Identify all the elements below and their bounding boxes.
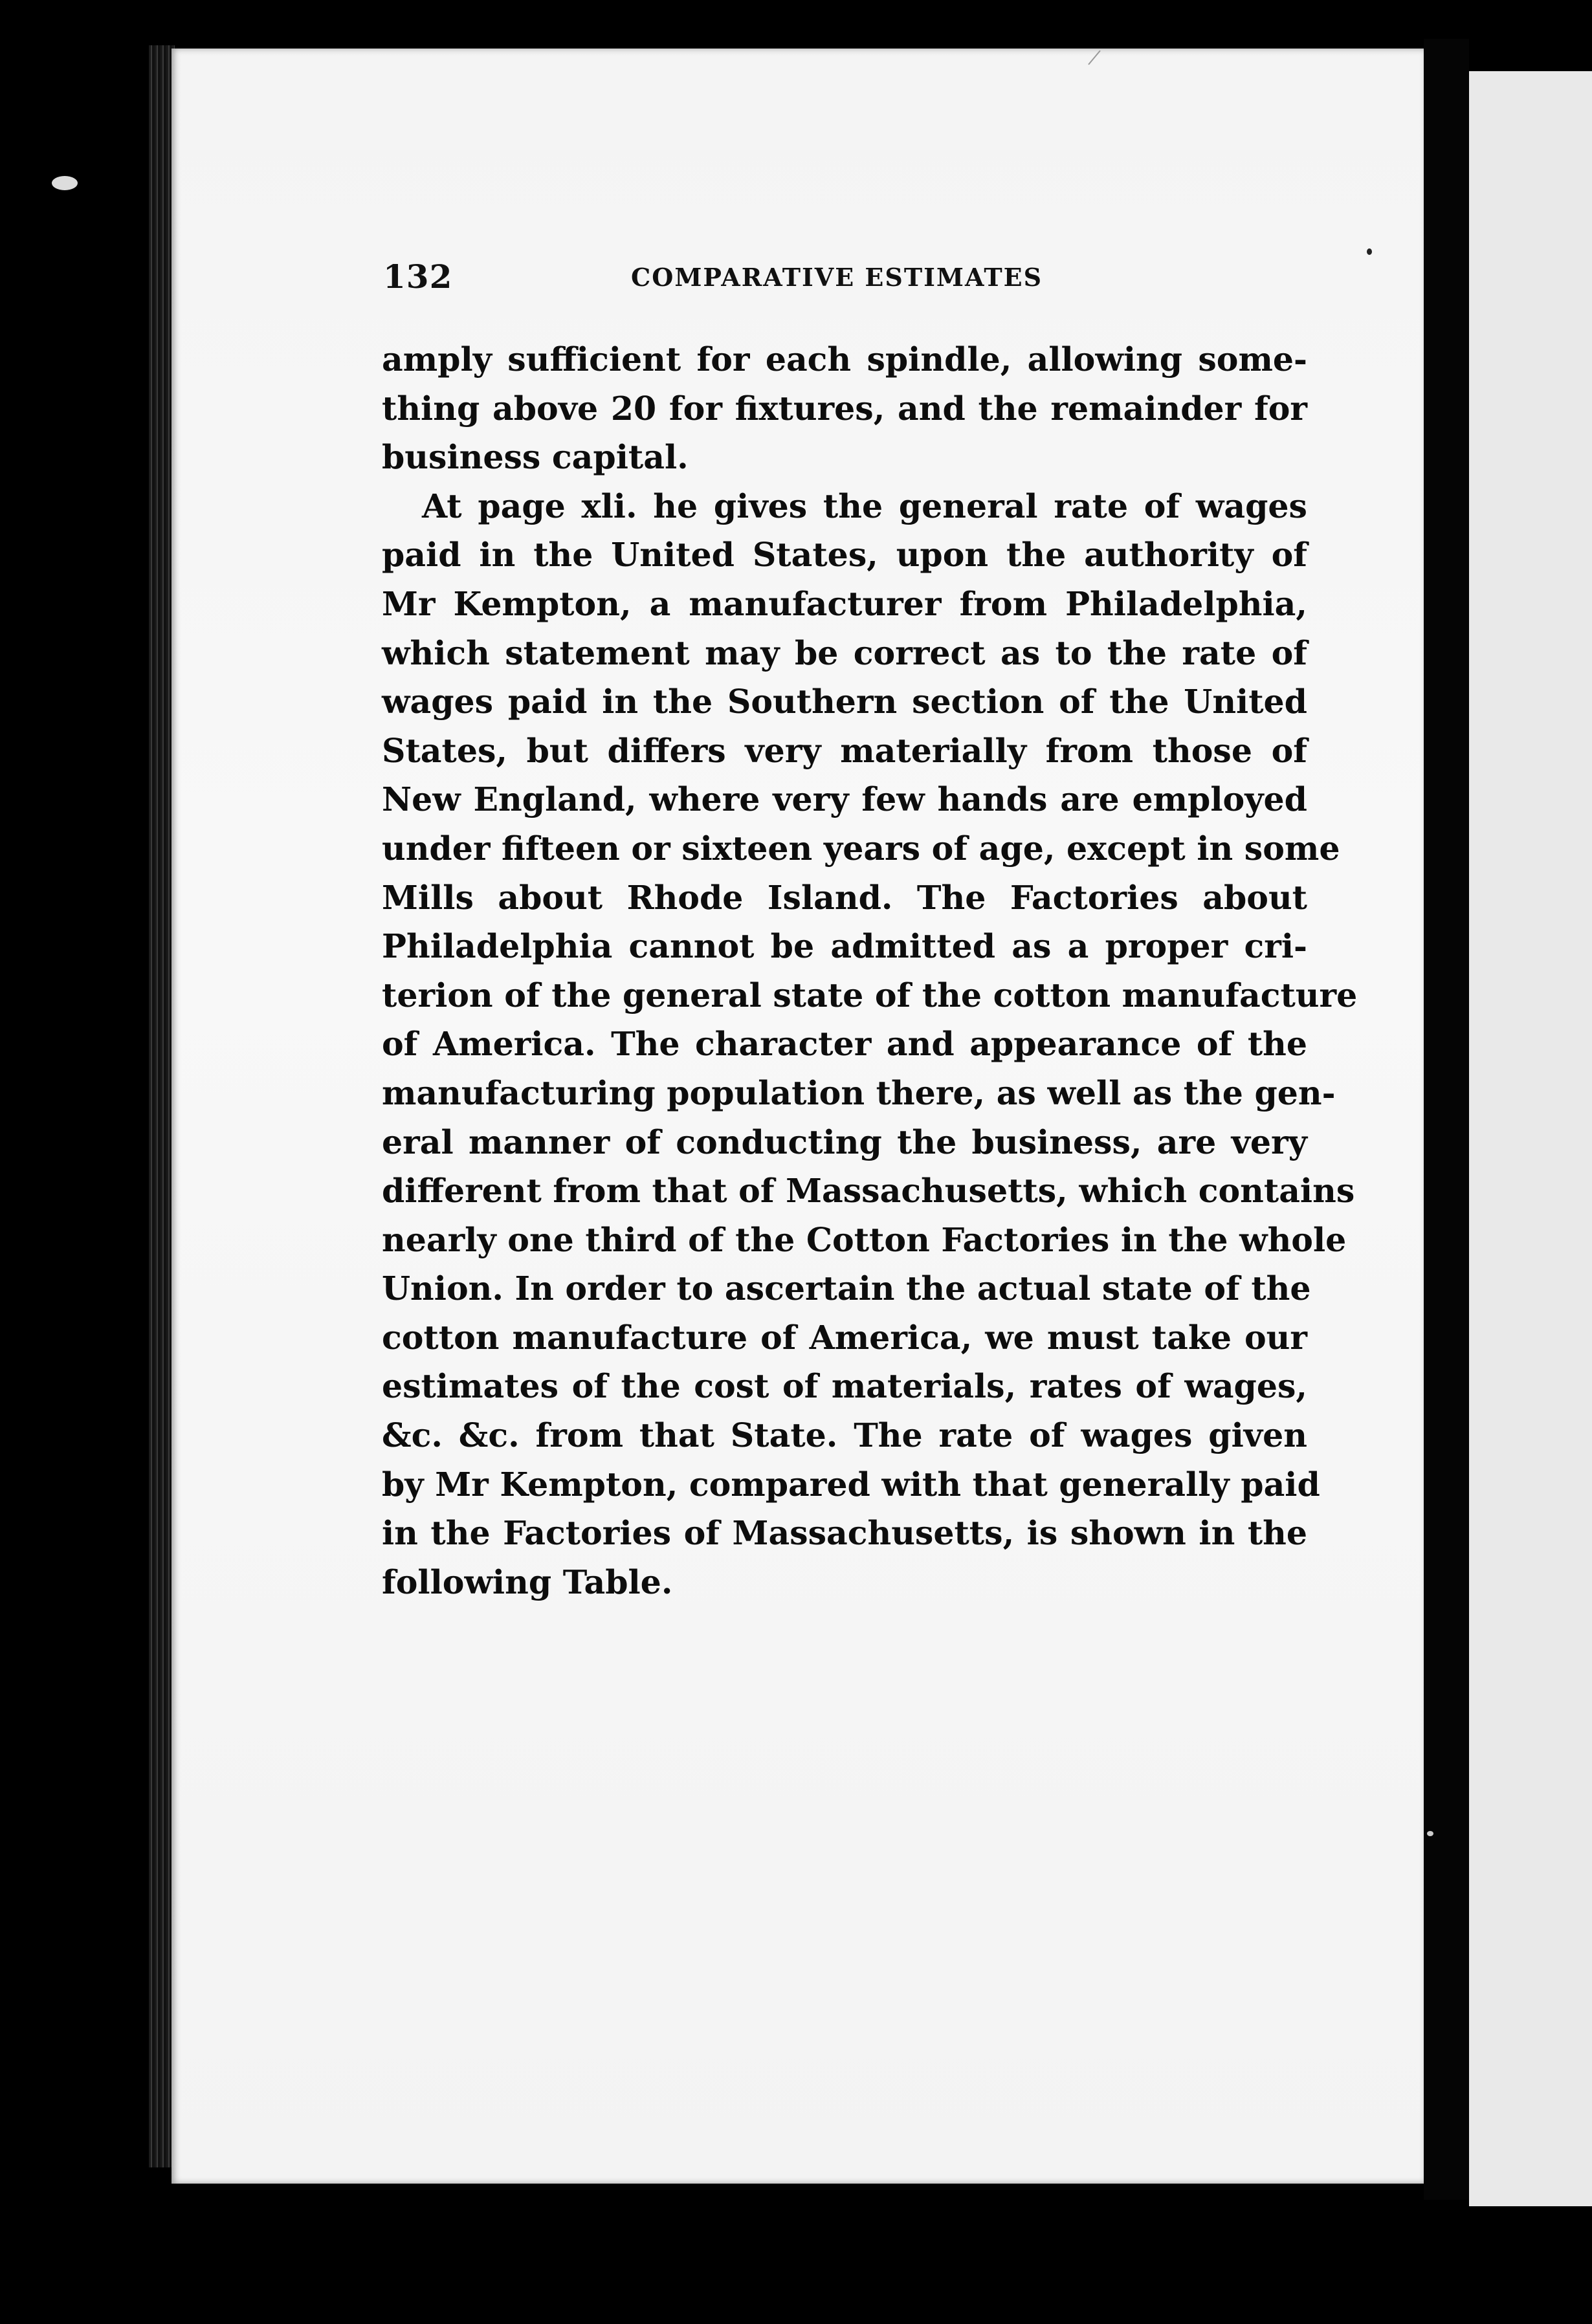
facing-page-edge — [1469, 71, 1592, 2206]
text-line: Mills about Rhode Island. The Factories about — [382, 878, 1307, 917]
text-line: by Mr Kempton, compared with that generally paid — [382, 1465, 1320, 1504]
text-line: terion of the general state of the cotton manufacture — [382, 976, 1358, 1014]
text-line: States, but differs very materially from those of — [382, 731, 1307, 770]
dust-speck — [52, 176, 78, 190]
text-line: different from that of Massachusetts, which contains — [382, 1172, 1355, 1211]
text-line: nearly one third of the Cotton Factories in the whole — [382, 1220, 1347, 1259]
body-text — [382, 335, 1358, 1606]
page-header — [383, 258, 1309, 296]
text-line: of America. The character and appearance of the — [382, 1025, 1307, 1064]
text-line: wages paid in the Southern section of the United — [382, 683, 1307, 721]
text-line: in the Factories of Massachusetts, is shown in the — [382, 1514, 1307, 1553]
running-head: COMPARATIVE ESTIMATES — [631, 263, 1043, 292]
text-line: paid in the United States, upon the authority of — [382, 536, 1307, 575]
text-line: Union. In order to ascertain the actual state of the — [382, 1269, 1311, 1308]
page-gutter — [1424, 39, 1469, 2200]
text-line: amply sufficient for each spindle, allowing some- — [382, 340, 1307, 378]
page-number: 132 — [383, 258, 453, 296]
book-edge — [149, 45, 175, 2167]
text-line: which statement may be correct as to the rate of — [382, 633, 1307, 672]
text-line: &c. &c. from that State. The rate of wages given — [382, 1416, 1307, 1455]
text-line: eral manner of conducting the business, are very — [382, 1123, 1307, 1161]
text-line: under fifteen or sixteen years of age, except in some — [382, 829, 1340, 868]
text-line: Philadelphia cannot be admitted as a proper cri- — [382, 927, 1307, 966]
text-line: business capital. — [382, 438, 689, 477]
text-line: manufacturing population there, as well as the gen- — [382, 1073, 1336, 1112]
text-line: At page xli. he gives the general rate of wages — [422, 487, 1307, 525]
text-line: thing above 20 for fixtures, and the remainder for — [382, 389, 1307, 428]
text-line: New England, where very few hands are employed — [382, 780, 1307, 819]
text-line: following Table. — [382, 1562, 673, 1601]
text-line: cotton manufacture of America, we must take our — [382, 1318, 1307, 1357]
dust-speck — [1367, 248, 1372, 255]
text-line: Mr Kempton, a manufacturer from Philadelphia, — [382, 584, 1307, 623]
text-line: estimates of the cost of materials, rates of wages, — [382, 1367, 1307, 1406]
dust-speck — [1427, 1831, 1433, 1836]
